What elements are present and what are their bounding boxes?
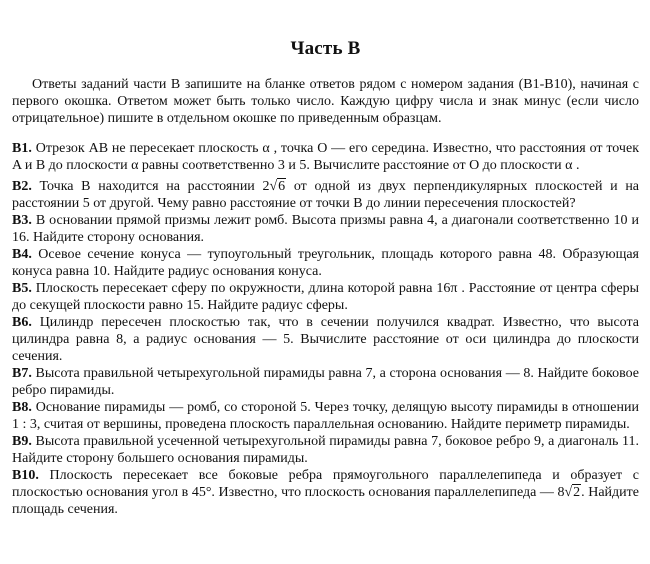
task-number: B9. (12, 434, 32, 449)
task-b3 (12, 212, 639, 246)
task-number: B4. (12, 247, 32, 262)
sqrt-argument: 6 (278, 179, 286, 194)
task-text-cont: от одной из двух перпендикулярных плоскостей и на расстоянии 5 от другой. Чему равно расстояние от точки B до линии пересечения плоскостей? (12, 179, 640, 211)
task-number: B1. (12, 141, 32, 156)
task-text: Точка B находится на расстоянии 2 (39, 179, 270, 194)
task-text: Цилиндр пересечен плоскостью так, что в сечении получился квадрат. Известно, что высота цилиндра равна 8, а радиус основания — 5. Вычислите расстояние от оси цилиндра до плоскости сечения. (12, 315, 639, 364)
section-title: Часть B (290, 38, 361, 59)
task-text: Основание пирамиды — ромб, со стороной 5. Через точку, делящую высоту пирамиды в отношении 1 : 3, считая от вершины, проведена плоскость параллельная основанию. Найдите периметр пирамиды. (12, 400, 639, 432)
task-text: Высота правильной усеченной четырехугольной пирамиды равна 7, боковое ребро 9, а диагональ 11. Найдите сторону большего основания пирамиды. (12, 434, 639, 466)
task-b10 (12, 467, 639, 518)
task-b2 (12, 178, 639, 212)
document-page (12, 0, 639, 518)
task-text: Плоскость пересекает все боковые ребра прямоугольного параллелепипеда и образует с плоскостью основания угол в 45°. Известно, что плоскость основания параллелепипеда — 8 (12, 468, 639, 500)
task-text-cont: . Найдите площадь сечения. (12, 485, 639, 517)
task-b8 (12, 399, 639, 433)
task-b5 (12, 280, 639, 314)
task-b6 (12, 314, 639, 365)
task-number: B2. (12, 179, 32, 194)
task-number: B10. (12, 468, 39, 483)
task-b7 (12, 365, 639, 399)
sqrt-argument: 2 (573, 485, 581, 500)
task-number: B5. (12, 281, 32, 296)
sqrt-sign: √ (564, 485, 573, 500)
task-text: В основании прямой призмы лежит ромб. Высота призмы равна 4, а диагонали соответственно 10 и 16. Найдите сторону основания. (12, 213, 640, 245)
task-b9 (12, 433, 639, 467)
instructions-paragraph: Ответы заданий части B запишите на бланке ответов рядом с номером задания (B1-B10), начиная с первого окошка. Ответом может быть только число. Каждую цифру числа и знак минус (если число отрицательное) пишите в отдельном окошке по приведенным образцам. (12, 77, 639, 126)
task-text: Высота правильной четырехугольной пирамиды равна 7, а сторона основания — 8. Найдите боковое ребро пирамиды. (12, 366, 640, 398)
task-number: B6. (12, 315, 32, 330)
task-b1 (12, 140, 639, 174)
task-number: B7. (12, 366, 32, 381)
sqrt-sign: √ (269, 179, 278, 194)
task-text: Осевое сечение конуса — тупоугольный треугольник, площадь которого равна 48. Образующая конуса равна 10. Найдите радиус основания конуса. (12, 247, 639, 279)
task-number: B8. (12, 400, 32, 415)
task-number: B3. (12, 213, 32, 228)
task-text: Отрезок AB не пересекает плоскость α , точка O — его середина. Известно, что расстояния от точек A и B до плоскости α равны соответственно 3 и 5. Вычислите расстояние от O до плоскости α . (12, 141, 639, 173)
task-b4 (12, 246, 639, 280)
task-text: Плоскость пересекает сферу по окружности, длина которой равна 16π . Расстояние от центра сферы до секущей плоскости равно 15. Найдите радиус сферы. (12, 281, 639, 313)
